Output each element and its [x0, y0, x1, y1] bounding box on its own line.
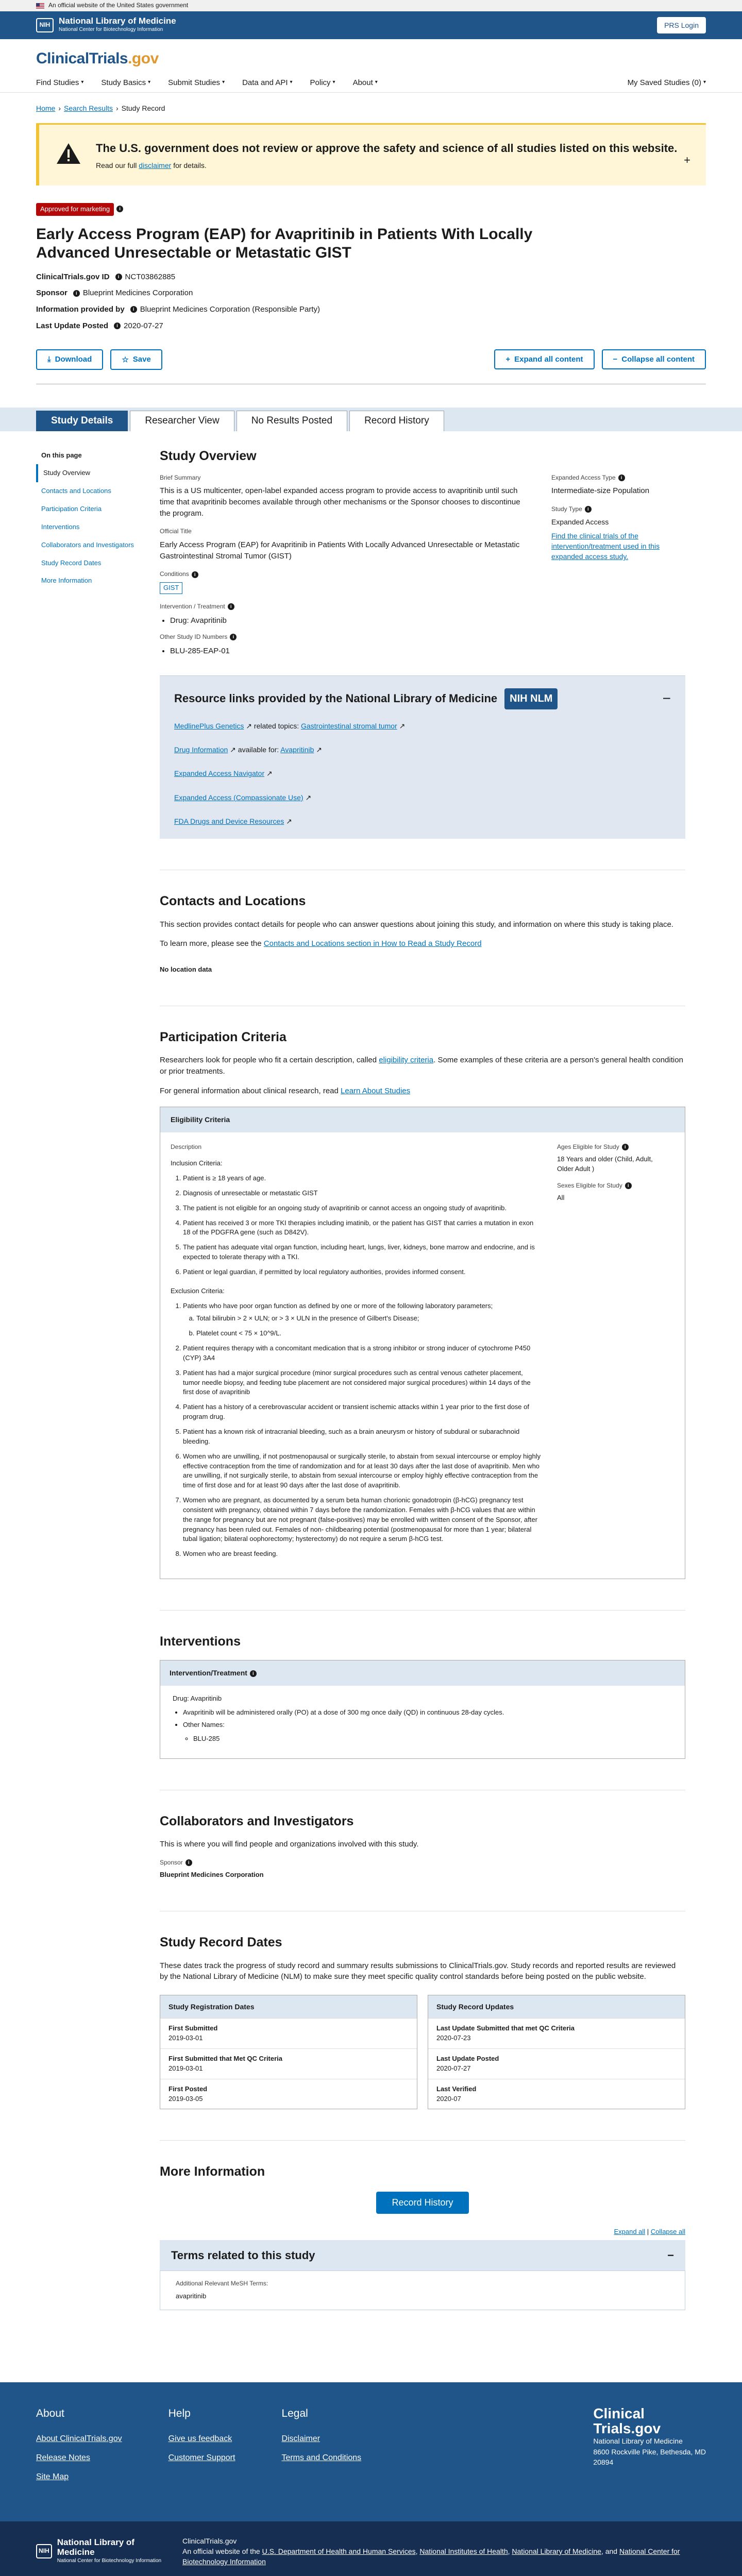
- section-title: Collaborators and Investigators: [160, 1814, 354, 1829]
- inclusion-item: 4. Patient has received 3 or more TKI therapies including imatinib, or the patient has GIST that carries a mutation in exon 18 of the PDGFRA gene (such as D842V).: [183, 1218, 542, 1238]
- main-nav: [36, 77, 706, 89]
- official-title: Early Access Program (EAP) for Avapritinib in Patients With Locally Advanced Unresectable or Metastatic Gastrointestinal Stromal Tumor (GIST): [160, 540, 520, 561]
- chevron-down-icon: ▾: [222, 79, 225, 86]
- inclusion-label: Inclusion Criteria:: [171, 1159, 223, 1167]
- collapse-icon[interactable]: −: [667, 2248, 674, 2262]
- collapse-icon[interactable]: −: [662, 690, 671, 707]
- exclusion-item: 5. Patient has a known risk of intracranial bleeding, such as a brain aneurysm or history of subdural or subarachnoid bleeding.: [183, 1427, 542, 1447]
- external-link-icon: ↗: [244, 721, 252, 730]
- sexes-label: Sexes Eligible for Study i: [557, 1181, 670, 1190]
- nlm-resource-links: [160, 675, 685, 839]
- nav-submit-studies[interactable]: Submit Studies ▾: [168, 78, 225, 87]
- exclusion-item: 7. Women who are pregnant, as documented by a serum beta human chorionic gonadotropin (β-hCG) pregnancy test consistent with pregnancy, obtained within 7 days before the randomization. Females with β-hCG values that are within the range for pregnancy but are not pregnant (false-positives) may be enrolled with written consent of the Sponsor, after pregnancy has been ruled out. Females of non- childbearing potential (postmenopausal for more than 1 year; bilateral tubal ligation; bilateral oophorectomy; hysterectomy) do not require a serum β-hCG test.: [183, 1496, 542, 1544]
- external-link-icon: ↗: [228, 745, 236, 754]
- clinicaltrials-logo[interactable]: ClinicalTrials.gov: [36, 50, 159, 67]
- ages-value: 18 Years and older (Child, Adult, Older Adult ): [557, 1155, 653, 1173]
- footer-legal-heading: Legal: [281, 2407, 308, 2419]
- chevron-down-icon: ▾: [375, 79, 378, 86]
- footer-help-heading: Help: [168, 2407, 191, 2419]
- info-icon[interactable]: i: [228, 603, 234, 610]
- info-icon[interactable]: i: [618, 474, 625, 481]
- resource-fda: FDA Drugs and Device Resources ↗: [174, 817, 292, 826]
- external-link-icon: ↗: [314, 745, 323, 754]
- footer-hhs: NIH National Library of Medicine National Center for Biotechnology Information ClinicalTrials.gov An official website of the U.S. Department of Health and Human Services, National Institutes of Health, National Library of Medicine, and National Center for Biotechnology Information: [0, 2521, 742, 2576]
- collaborators-section: [160, 1812, 685, 1880]
- find-trials-link[interactable]: Find the clinical trials of the intervention/treatment used in this expanded access study.: [551, 531, 660, 561]
- ea-type-label: Expanded Access Type i: [551, 473, 685, 482]
- tab-no-results-posted[interactable]: No Results Posted: [237, 411, 347, 431]
- record-dates-section: [160, 1933, 685, 2109]
- resource-ea-navigator: Expanded Access Navigator ↗: [174, 769, 273, 778]
- save-button[interactable]: ☆ Save: [110, 349, 162, 370]
- section-title: Study Overview: [160, 448, 257, 463]
- breadcrumb: [36, 93, 706, 123]
- date-row: Last Update Posted 2020-07-27: [428, 2048, 685, 2079]
- terms-accordion: [160, 2240, 685, 2310]
- expand-icon[interactable]: +: [684, 153, 690, 166]
- mesh-term: avapritinib: [176, 2292, 207, 2300]
- nlm-logo[interactable]: [36, 16, 176, 33]
- breadcrumb-separator-icon: ›: [115, 104, 119, 113]
- footer: [0, 2382, 742, 2521]
- eligibility-criteria-header: Eligibility Criteria: [160, 1107, 685, 1132]
- chevron-down-icon: ▾: [703, 79, 706, 86]
- intervention-treatment-header: Intervention/Treatment i: [160, 1660, 685, 1685]
- info-icon[interactable]: i: [130, 306, 137, 313]
- section-title: Interventions: [160, 1634, 241, 1649]
- nlm-logo-icon: NIH NLM: [504, 688, 558, 709]
- collapse-all-link[interactable]: Collapse all: [650, 2227, 685, 2235]
- intervention-description: • Avapritinib will be administered orally (PO) at a dose of 300 mg once daily (QD) in continuous 28-day cycles.: [183, 1708, 672, 1718]
- info-icon[interactable]: i: [115, 274, 122, 280]
- alert-title: The U.S. government does not review or approve the safety and science of all studies listed on this website.: [96, 141, 678, 155]
- info-icon[interactable]: i: [622, 1144, 629, 1150]
- disclaimer-link[interactable]: disclaimer: [139, 161, 172, 170]
- meta-info-provider: Information provided by i Blueprint Medicines Corporation (Responsible Party): [36, 305, 321, 314]
- info-icon[interactable]: i: [585, 506, 592, 513]
- study-type-label: Study Type i: [551, 505, 685, 514]
- contacts-section: Contacts and Locations This section provides contact details for people who can answer questions about joining this study, and information on where this study is taking place. To learn more, please see the Contacts and Locations section in How to Read a Study Record No location data: [160, 892, 685, 975]
- download-button[interactable]: ⤓ Download: [36, 349, 103, 370]
- chevron-down-icon: ▾: [290, 79, 293, 86]
- nav-about[interactable]: About ▾: [352, 78, 378, 87]
- exclusion-item: 2. Patient requires therapy with a concomitant medication that is a strong inhibitor or strong inducer of cytochrome P450 (CYP) 3A4: [183, 1344, 542, 1363]
- ea-type: Intermediate-size Population: [551, 486, 650, 496]
- other-ids-label: Other Study ID Numbers i: [160, 633, 531, 641]
- main-content: [160, 447, 685, 2341]
- chevron-down-icon: ▾: [332, 79, 335, 86]
- breadcrumb-separator-icon: ›: [58, 104, 61, 113]
- info-icon[interactable]: i: [230, 634, 237, 640]
- chevron-down-icon: ▾: [81, 79, 84, 86]
- alert-text: Read our full disclaimer for details.: [96, 161, 207, 170]
- warning-icon: [56, 142, 81, 165]
- record-history-button[interactable]: Record History: [376, 2192, 468, 2214]
- us-flag-icon: [36, 3, 44, 9]
- info-icon[interactable]: i: [116, 206, 123, 212]
- intervention-label: Intervention / Treatment i: [160, 602, 531, 611]
- info-icon[interactable]: i: [625, 1182, 632, 1189]
- intervention-item: • Drug: Avapritinib: [170, 615, 531, 626]
- info-icon[interactable]: i: [73, 290, 80, 297]
- record-dates-desc: These dates track the progress of study record and summary results submissions to ClinicalTrials.gov. Study records and reported results are reviewed by the National Library of Medicine (NLM) to make sure they meet specific quality control standards before being posted on the public website.: [160, 1961, 676, 1981]
- terms-title: Terms related to this study: [171, 2248, 315, 2262]
- brief-summary-label: Brief Summary: [160, 473, 201, 481]
- study-overview-section: [160, 447, 685, 839]
- collapse-all-button[interactable]: − Collapse all content: [602, 349, 706, 369]
- external-link-icon: ↗: [397, 721, 406, 730]
- sidenav-item-participation[interactable]: Participation Criteria: [41, 505, 102, 513]
- footer-link[interactable]: Release Notes: [36, 2453, 90, 2463]
- interventions-section: [160, 1632, 685, 1759]
- my-saved-studies[interactable]: My Saved Studies (0) ▾: [627, 78, 706, 87]
- footer-link[interactable]: Terms and Conditions: [281, 2453, 362, 2463]
- exclusion-item: 3. Patient has had a major surgical procedure (minor surgical procedures such as central venous catheter placement, tumor needle biopsy, and feeding tube placement are not considered major surgical procedures) within 14 days of the first dose of avapritinib: [183, 1368, 542, 1398]
- footer-link[interactable]: Site Map: [36, 2472, 69, 2482]
- nav-study-basics[interactable]: Study Basics ▾: [101, 78, 151, 87]
- intervention-other-names: • Other Names: ◦ BLU-285: [183, 1720, 672, 1744]
- date-row: First Submitted 2019-03-01: [160, 2018, 417, 2048]
- exclusion-item: 6. Women who are unwilling, if not postmenopausal or surgically sterile, to abstain from sexual intercourse or employ highly effective contraception from the time of randomization and for at least 30 days after the last dose of avapritinib. Men who are unwilling, if not surgically sterile, to abstain from sexual intercourse or employ highly effective contraception from the time of first dose and for at least 90 days after the last dose of avapritinib.: [183, 1452, 542, 1490]
- resource-drug-info: Drug Information ↗ available for: Avapritinib ↗: [174, 745, 323, 754]
- sidenav-item-contacts[interactable]: Contacts and Locations: [41, 487, 111, 495]
- exclusion-item: 8. Women who are breast feeding.: [183, 1549, 542, 1559]
- nav-find-studies[interactable]: Find Studies ▾: [36, 78, 84, 87]
- exclusion-item: 4. Patient has a history of a cerebrovascular accident or transient ischemic attacks within 1 year prior to the first dose of program drug.: [183, 1402, 542, 1422]
- action-bar: [36, 349, 706, 385]
- inclusion-item: 6. Patient or legal guardian, if permitted by local regulatory authorities, provides informed consent.: [183, 1267, 542, 1277]
- nih-logo-icon: NIH: [36, 2544, 52, 2558]
- exclusion-subitem: a. Total bilirubin > 2 × ULN; or > 3 × ULN in the presence of Gilbert's Disease;: [196, 1314, 542, 1324]
- record-tabs: [0, 408, 742, 431]
- official-title-label: Official Title: [160, 528, 192, 535]
- eligibility-criteria-link[interactable]: eligibility criteria: [379, 1056, 434, 1065]
- breadcrumb-home[interactable]: Home: [36, 104, 56, 113]
- sidenav-heading: On this page: [41, 451, 82, 459]
- tab-record-history[interactable]: Record History: [349, 411, 444, 431]
- other-name-item: ◦ BLU-285: [193, 1734, 672, 1744]
- footer-logo: Clinical Trials.gov National Library of Medicine 8600 Rockville Pike, Bethesda, MD 20894: [593, 2405, 706, 2466]
- date-row: First Posted 2019-03-05: [160, 2079, 417, 2109]
- exclusion-item: 1. Patients who have poor organ function as defined by one or more of the following laboratory parameters; a. Total bilirubin > 2 × ULN; or > 3 × ULN in the presence of Gilbert's Disease; b. Platelet count < 75 × 10^9/L.: [183, 1301, 542, 1339]
- participation-section: Participation Criteria Researchers look for people who fit a certain description, called eligibility criteria. Some examples of these criteria are a person's general health condition or prior treatments. For general information about clinical research, read Learn About Studies Eligibility Criteria Description Inclusion Criteria: 1. Patient is ≥ 18 years of age. 2. Diagnosis of unresectable or metastatic GIST 3. The patient is not eligible for an ongoing study of avapritinib or cannot access an ongoing study of avapritinib. 4. Patient has received 3 or more TKI therapies including imatinib, or the patient has GIST that carries a mutation in exon 18 of the PDGFRA gene (such as D842V). 5. The patient has adequate vital organ function, including heart, lungs, liver, kidneys, bone marrow and endocrine, and is expected to tolerate therapy with a TKI. 6. Patient or legal guardian, if permitted by local regulatory authorities, provides informed consent. Exclusion Criteria: 1. Patients who have poor organ function as defined by one or more of the following laboratory parameters; a. Total bilirubin > 2 × ULN; or > 3 × ULN in the presence of Gilbert's Disease; b. Platelet count < 75 × 10^9/L. 2. Patient requires therapy with a concomitant medication that is a strong inhibitor or strong inducer of cytochrome P450 (CYP) 3A4 3. Patient has had a major surgical procedure (minor surgical procedures such as central venous catheter placement, tumor needle biopsy, and feeding tube placement are not considered major surgical procedures) within 14 days of the first dose of avapritinib 4. Patient has a history of a cerebrovascular accident or transient ischemic attacks within 1 year prior to the first dose of program drug. 5. Patient has a known risk of intracranial bleeding, such as a brain aneurysm or history of subdural or subarachnoid bleeding. 6. Women who are unwilling, if not postmenopausal or surgically sterile, to abstain from sexual intercourse or employ highly effective contraception from the time of randomization and for at least 30 days after the last dose of avapritinib. Men who are unwilling, if not surgically sterile, to abstain from sexual intercourse or employ highly effective contraception from the time of first dose and for at least 90 days after the last dose of avapritinib. 7. Women who are pregnant, as documented by a serum beta human chorionic gonadotropin (β-hCG) pregnancy test consistent with pregnancy, obtained within 7 days before the randomization. Females with β-hCG values that are within the range for pregnancy but are not pregnant (false-positives) may be enrolled with written consent of the Sponsor, after pregnancy has been ruled out. Females of non- childbearing potential (postmenopausal for more than 1 year; bilateral tubal ligation; bilateral oophorectomy; hysterectomy) do not require a serum β-hCG test. 8. Women who are breast feeding. Ages Eligible for Study i 18 Years and older (Child, Adult, Older Adult ) Sexes Eligible for Study i All: [160, 1028, 685, 1579]
- nlm-name: National Library of Medicine: [59, 16, 176, 26]
- intervention-drug: Drug: Avapritinib: [173, 1694, 222, 1702]
- tab-researcher-view[interactable]: Researcher View: [130, 411, 234, 431]
- sexes-value: All: [557, 1194, 565, 1202]
- nav-data-api[interactable]: Data and API ▾: [242, 78, 293, 87]
- exclusion-subitem: b. Platelet count < 75 × 10^9/L.: [196, 1329, 542, 1338]
- meta-id: ClinicalTrials.gov ID i NCT03862885: [36, 272, 176, 281]
- external-link-icon: ↗: [303, 793, 312, 802]
- resources-title: Resource links provided by the National Library of Medicine: [174, 692, 498, 705]
- registration-dates-table: Study Registration Dates First Submitted 2019-03-01 First Submitted that Met QC Criteria 2019-03-01 First Posted 2019-03-05: [160, 1995, 417, 2109]
- disclaimer-alert: [36, 123, 706, 185]
- footer-link[interactable]: Give us feedback: [168, 2434, 232, 2444]
- footer-link[interactable]: About ClinicalTrials.gov: [36, 2434, 122, 2444]
- sidenav-item-interventions[interactable]: Interventions: [41, 522, 80, 531]
- site-header: [0, 39, 742, 93]
- plus-icon: +: [505, 355, 511, 364]
- gov-banner: [0, 0, 742, 11]
- sidenav-item-record-dates[interactable]: Study Record Dates: [41, 558, 102, 567]
- ages-label: Ages Eligible for Study i: [557, 1143, 670, 1151]
- no-location-data: No location data: [160, 965, 212, 974]
- footer-nlm-logo[interactable]: NIH National Library of Medicine National Center for Biotechnology Information: [36, 2536, 162, 2567]
- on-this-page-nav: [36, 447, 139, 2341]
- meta-last-update: Last Update Posted i 2020-07-27: [36, 321, 163, 330]
- brief-summary: This is a US multicenter, open-label expanded access program to provide access to avapritinib until such time that avapritinib becomes available through other mechanisms or the Sponsor chooses to discontinue the program.: [160, 486, 520, 518]
- inclusion-list: [171, 1174, 542, 1277]
- nlm-header: [0, 11, 742, 39]
- external-link-icon: ↗: [284, 817, 292, 826]
- info-icon[interactable]: i: [114, 323, 121, 329]
- inclusion-item: 3. The patient is not eligible for an ongoing study of avapritinib or cannot access an ongoing study of avapritinib.: [183, 1204, 542, 1213]
- collaborators-desc: This is where you will find people and organizations involved with this study.: [160, 1840, 419, 1849]
- meta-sponsor: Sponsor i Blueprint Medicines Corporation: [36, 289, 193, 298]
- inclusion-item: 5. The patient has adequate vital organ function, including heart, lungs, liver, kidneys, bone marrow and endocrine, and is expected to tolerate therapy with a TKI.: [183, 1243, 542, 1262]
- exclusion-list: [171, 1301, 542, 1560]
- footer-link[interactable]: Customer Support: [168, 2453, 235, 2463]
- other-id-item: • BLU-285-EAP-01: [170, 646, 531, 657]
- date-row: Last Update Submitted that met QC Criteria 2020-07-23: [428, 2018, 685, 2048]
- contacts-help-link[interactable]: Contacts and Locations section in How to Read a Study Record: [263, 939, 482, 948]
- sidenav-item-collaborators[interactable]: Collaborators and Investigators: [41, 540, 134, 549]
- page-title: Early Access Program (EAP) for Avapritinib in Patients With Locally Advanced Unresectable or Metastatic GIST: [36, 225, 533, 261]
- mesh-terms-label: Additional Relevant MeSH Terms:: [176, 2280, 268, 2287]
- nlm-subtitle: National Center for Biotechnology Information: [59, 27, 163, 33]
- prs-login-button[interactable]: PRS Login: [657, 17, 706, 33]
- nav-policy[interactable]: Policy ▾: [310, 78, 335, 87]
- info-icon[interactable]: i: [250, 1670, 257, 1677]
- star-icon: ☆: [122, 355, 129, 364]
- tab-study-details[interactable]: Study Details: [36, 411, 128, 431]
- date-row: First Submitted that Met QC Criteria 2019-03-01: [160, 2048, 417, 2079]
- breadcrumb-current: Study Record: [121, 104, 165, 113]
- contacts-desc: This section provides contact details for people who can answer questions about joining this study, and information on where this study is taking place.: [160, 920, 673, 929]
- status-badge: Approved for marketing: [36, 203, 114, 216]
- section-title: Contacts and Locations: [160, 894, 306, 909]
- chevron-down-icon: ▾: [148, 79, 151, 86]
- inclusion-item: 2. Diagnosis of unresectable or metastatic GIST: [183, 1189, 542, 1198]
- section-title: More Information: [160, 2164, 265, 2179]
- download-icon: ⤓: [47, 355, 51, 364]
- info-icon[interactable]: i: [185, 1859, 192, 1866]
- nih-logo-icon: NIH: [36, 18, 54, 32]
- record-updates-table: Study Record Updates Last Update Submitted that met QC Criteria 2020-07-23 Last Update Posted 2020-07-27 Last Verified 2020-07: [428, 1995, 685, 2109]
- resource-medlineplus: MedlinePlus Genetics ↗ related topics: Gastrointestinal stromal tumor ↗: [174, 721, 406, 730]
- sidenav-item-more-info[interactable]: More Information: [41, 577, 92, 585]
- learn-about-studies-link[interactable]: Learn About Studies: [341, 1086, 411, 1095]
- footer-link[interactable]: Disclaimer: [281, 2434, 321, 2444]
- section-title: Study Record Dates: [160, 1935, 282, 1950]
- inclusion-item: 1. Patient is ≥ 18 years of age.: [183, 1174, 542, 1183]
- expand-all-link[interactable]: Expand all: [614, 2227, 646, 2235]
- resource-ea-compassionate: Expanded Access (Compassionate Use) ↗: [174, 793, 312, 802]
- sponsor-label: Sponsor i: [160, 1858, 685, 1867]
- exclusion-label: Exclusion Criteria:: [171, 1286, 225, 1295]
- footer-about-heading: About: [36, 2407, 64, 2419]
- date-row: Last Verified 2020-07: [428, 2079, 685, 2109]
- section-title: Participation Criteria: [160, 1029, 286, 1044]
- minus-icon: −: [613, 355, 618, 364]
- external-link-icon: ↗: [264, 769, 273, 778]
- gov-banner-text: An official website of the United States government: [48, 2, 189, 9]
- more-info-section: [160, 2162, 685, 2310]
- info-icon[interactable]: i: [192, 571, 198, 578]
- eligibility-criteria-box: [160, 1107, 685, 1579]
- condition-chip[interactable]: GIST: [160, 582, 182, 594]
- study-type: Expanded Access: [551, 518, 609, 527]
- description-label: Description: [171, 1143, 202, 1150]
- expand-collapse-links: Expand all | Collapse all: [614, 2227, 685, 2235]
- sponsor-name: Blueprint Medicines Corporation: [160, 1871, 264, 1879]
- expand-all-button[interactable]: + Expand all content: [494, 349, 594, 369]
- breadcrumb-search-results[interactable]: Search Results: [64, 104, 113, 113]
- conditions-label: Conditions i: [160, 570, 531, 579]
- sidenav-item-study-overview[interactable]: Study Overview: [36, 464, 139, 482]
